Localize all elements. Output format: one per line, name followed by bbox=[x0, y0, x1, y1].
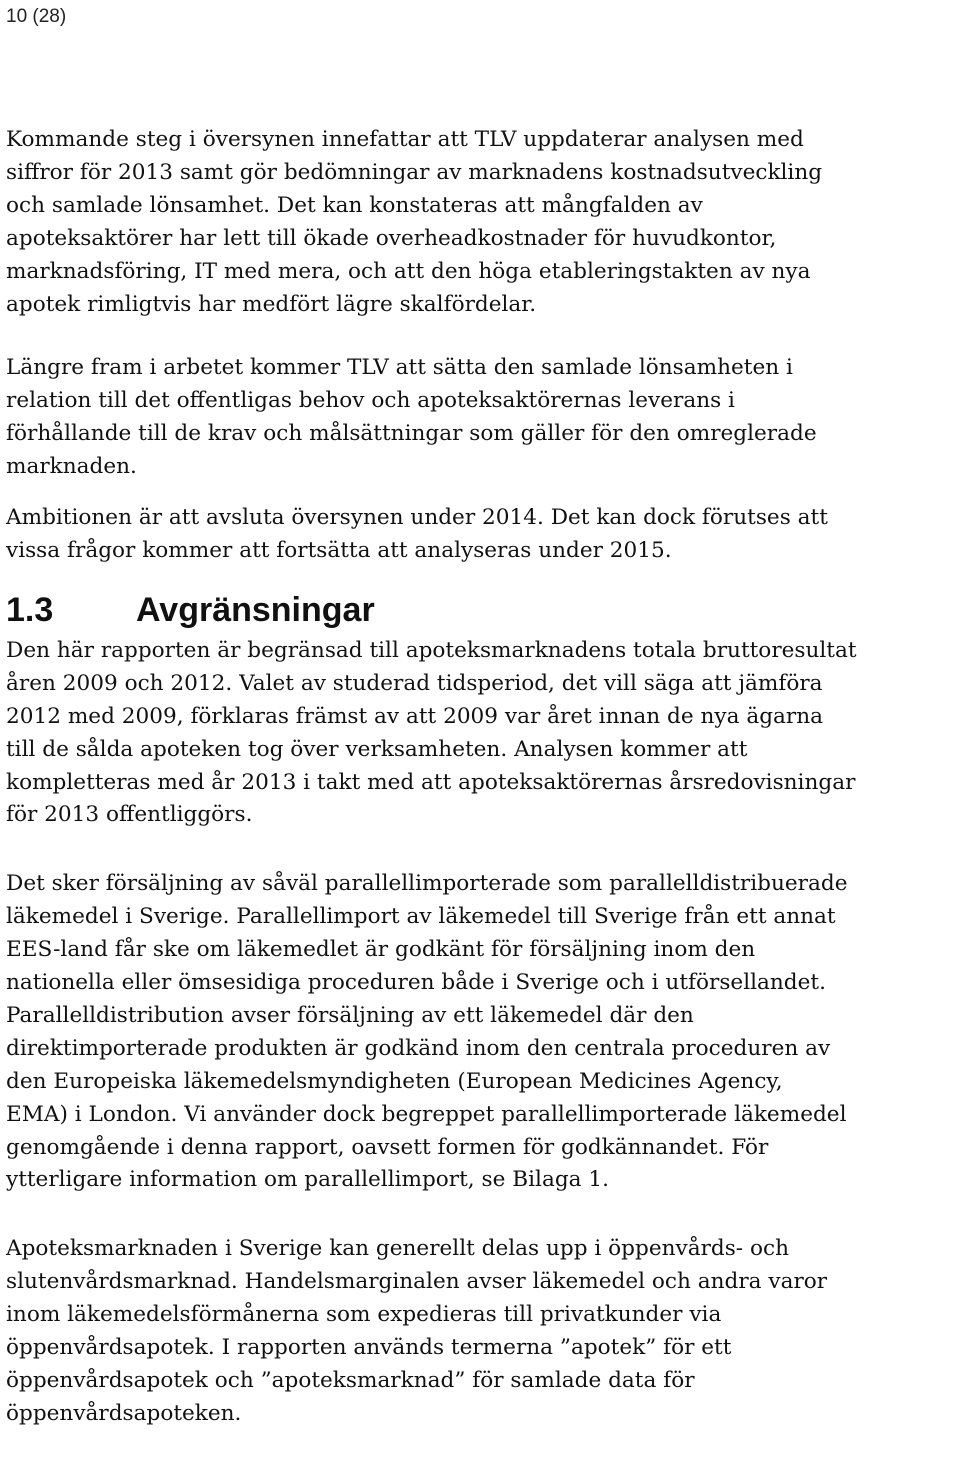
text-line: slutenvårdsmarknad. Handelsmarginalen avser läkemedel och andra varor bbox=[6, 1269, 828, 1295]
paragraph-parallel-import bbox=[6, 868, 956, 1197]
text-line: direktimporterade produkten är godkänd inom den centrala proceduren av bbox=[6, 1035, 831, 1061]
text-line: siffror för 2013 samt gör bedömningar av marknadens kostnadsutveckling bbox=[6, 159, 823, 185]
text-line: marknaden. bbox=[6, 454, 137, 480]
text-line: marknadsföring, IT med mera, och att den höga etableringstakten av nya bbox=[6, 258, 811, 284]
text-line: EMA) i London. Vi använder dock begreppet parallellimporterade läkemedel bbox=[6, 1101, 847, 1127]
section-title: Avgränsningar bbox=[136, 590, 375, 629]
paragraph-market-definition bbox=[6, 1233, 956, 1430]
text-line: öppenvårdsapotek och ”apoteksmarknad” för samlade data för bbox=[6, 1368, 695, 1393]
document-body bbox=[6, 124, 956, 1431]
text-line: genomgående i denna rapport, oavsett formen för godkännandet. För bbox=[6, 1134, 769, 1160]
text-line: relation till det offentligas behov och apoteksaktörernas leverans i bbox=[6, 388, 735, 414]
paragraph-ambition bbox=[6, 502, 956, 568]
text-line: läkemedel i Sverige. Parallellimport av läkemedel till Sverige från ett annat bbox=[6, 904, 836, 930]
page-number: 10 (28) bbox=[6, 6, 67, 27]
text-line: den Europeiska läkemedelsmyndigheten (European Medicines Agency, bbox=[6, 1068, 783, 1094]
text-line: åren 2009 och 2012. Valet av studerad tidsperiod, det vill säga att jämföra bbox=[6, 670, 823, 696]
text-line: inom läkemedelsförmånerna som expedieras till privatkunder via bbox=[6, 1302, 722, 1328]
text-line: kompletteras med år 2013 i takt med att apoteksaktörernas årsredovisningar bbox=[6, 769, 856, 795]
paragraph-scope bbox=[6, 635, 956, 832]
text-line: och samlade lönsamhet. Det kan konstateras att mångfalden av bbox=[6, 192, 703, 218]
text-line: öppenvårdsapoteken. bbox=[6, 1400, 242, 1426]
text-line: Den här rapporten är begränsad till apoteksmarknadens totala bruttoresultat bbox=[6, 637, 857, 663]
text-line: apotek rimligtvis har medfört lägre skalfördelar. bbox=[6, 291, 537, 317]
text-line: till de sålda apoteken tog över verksamheten. Analysen kommer att bbox=[6, 736, 748, 762]
text-line: Ambitionen är att avsluta översynen under 2014. Det kan dock förutses att bbox=[6, 505, 828, 531]
text-line: vissa frågor kommer att fortsätta att analyseras under 2015. bbox=[6, 537, 672, 563]
text-line: ytterligare information om parallellimport, se Bilaga 1. bbox=[6, 1167, 609, 1193]
text-line: Det sker försäljning av såväl parallellimporterade som parallelldistribuerade bbox=[6, 871, 848, 897]
text-line: EES-land får ske om läkemedlet är godkänt för försäljning inom den bbox=[6, 937, 756, 963]
text-line: Parallelldistribution avser försäljning av ett läkemedel där den bbox=[6, 1002, 694, 1028]
text-line: för 2013 offentliggörs. bbox=[6, 802, 253, 828]
text-line: Kommande steg i översynen innefattar att TLV uppdaterar analysen med bbox=[6, 127, 804, 152]
text-line: nationella eller ömsesidiga proceduren både i Sverige och i utförsellandet. bbox=[6, 970, 826, 996]
text-line: Apoteksmarknaden i Sverige kan generellt delas upp i öppenvårds- och bbox=[6, 1236, 789, 1262]
section-heading bbox=[6, 586, 956, 635]
text-line: förhållande till de krav och målsättningar som gäller för den omreglerade bbox=[6, 421, 817, 447]
text-line: öppenvårdsapotek. I rapporten används termerna ”apotek” för ett bbox=[6, 1335, 732, 1361]
text-line: Längre fram i arbetet kommer TLV att sätta den samlade lönsamheten i bbox=[6, 355, 793, 381]
text-line: apoteksaktörer har lett till ökade overheadkostnader för huvudkontor, bbox=[6, 225, 777, 251]
section-number: 1.3 bbox=[6, 590, 54, 629]
text-line: 2012 med 2009, förklaras främst av att 2009 var året innan de nya ägarna bbox=[6, 703, 824, 729]
paragraph-later-work bbox=[6, 352, 956, 484]
paragraph-next-steps bbox=[6, 124, 956, 321]
